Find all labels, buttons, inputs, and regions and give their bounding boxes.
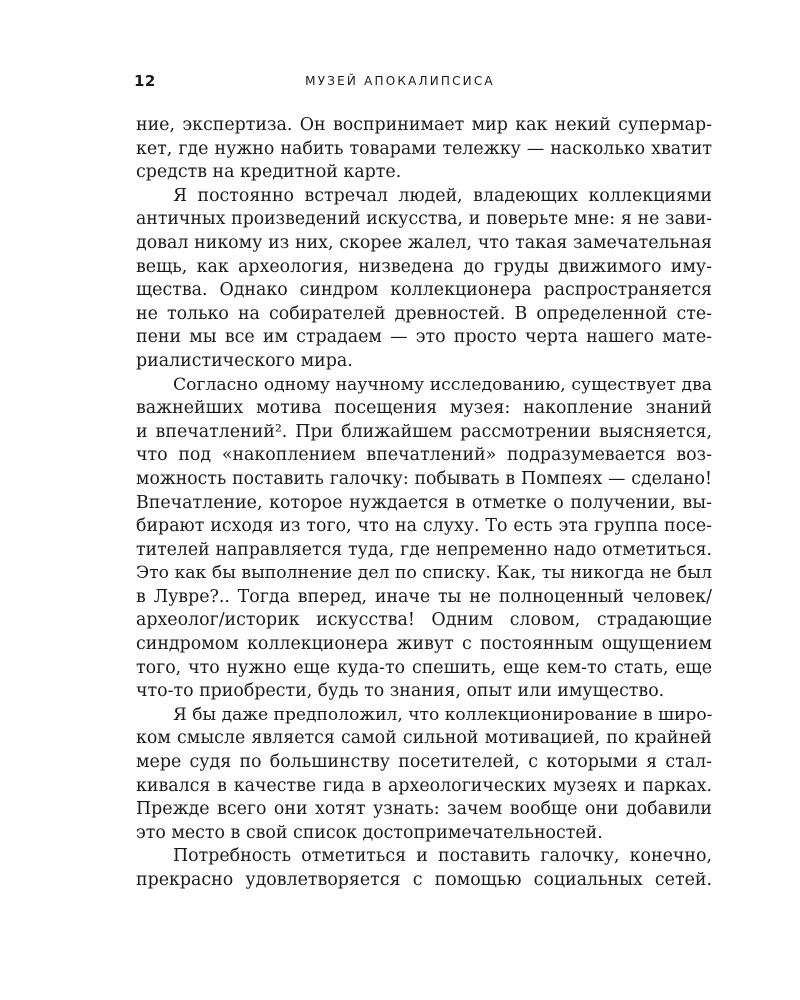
text-line: это место в свой список достопримечательностей. [136, 822, 603, 843]
text-line: Впечатление, которое нуждается в отметке о получении, вы- [136, 492, 712, 513]
text-line: археолог/историк искусства! Одним словом, страдающие [136, 610, 712, 631]
text-line: не только на собирателей древностей. В определенной сте- [136, 303, 712, 324]
text-line: Согласно одному научному исследованию, существует два [173, 374, 712, 395]
text-line: Потребность отметиться и поставить галочку, конечно, [173, 846, 712, 867]
text-line: что-то приобрести, будь то знания, опыт или имущество. [136, 681, 665, 702]
text-line: в Лувре?.. Тогда вперед, иначе ты не полноценный человек/ [136, 586, 712, 607]
text-line: Я постоянно встречал людей, владеющих коллекциями [173, 185, 712, 206]
text-line: Я бы даже предположил, что коллекционирование в широ- [173, 704, 713, 725]
running-title: МУЗЕЙ АПОКАЛИПСИСА [305, 74, 495, 88]
text-line: важнейших мотива посещения музея: накопление знаний [136, 398, 712, 419]
text-line: щества. Однако синдром коллекционера распространяется [136, 280, 712, 301]
text-line: Прежде всего они хотят узнать: зачем вообще они добавили [136, 799, 712, 820]
text-line: того, что нужно еще куда-то спешить, еще кем-то стать, еще [136, 657, 712, 678]
text-line: ком смысле является самой сильной мотивацией, по крайней [136, 728, 712, 749]
text-line: мере судя по большинству посетителей, с которыми я стал- [136, 752, 712, 773]
text-line: бирают исходя из того, что на слуху. То есть эта группа посе- [136, 516, 712, 537]
text-line: риалистического мира. [136, 350, 353, 371]
body-text [136, 114, 712, 893]
text-line: вещь, как археология, низведена до груды движимого иму- [136, 256, 712, 277]
text-line: довал никому из них, скорее жалел, что такая замечательная [136, 232, 712, 253]
text-line: средств на кредитной карте. [136, 162, 402, 183]
text-line: античных произведений искусства, и поверьте мне: я не зави- [136, 209, 712, 230]
text-line: и впечатлений². При ближайшем рассмотрении выясняется, [136, 421, 712, 442]
text-line: тителей направляется туда, где непременно надо отметиться. [136, 539, 712, 560]
text-line: кивался в качестве гида в археологических музеях и парках. [136, 775, 712, 796]
text-line: что под «накоплением впечатлений» подразумевается воз- [136, 445, 712, 466]
text-line: ние, экспертиза. Он воспринимает мир как некий супермар- [136, 115, 712, 135]
text-line: кет, где нужно набить товарами тележку — насколько хватит [136, 138, 712, 159]
text-line: синдромом коллекционера живут с постоянным ощущением [136, 634, 712, 655]
text-line: прекрасно удовлетворяется с помощью социальных сетей. [136, 870, 712, 890]
text-line: можность поставить галочку: побывать в Помпеях — сделано! [136, 468, 712, 489]
text-line: пени мы все им страдаем — это просто черта нашего мате- [136, 327, 712, 348]
page-number: 12 [134, 72, 156, 90]
text-line: Это как бы выполнение дел по списку. Как, ты никогда не был [136, 563, 712, 584]
